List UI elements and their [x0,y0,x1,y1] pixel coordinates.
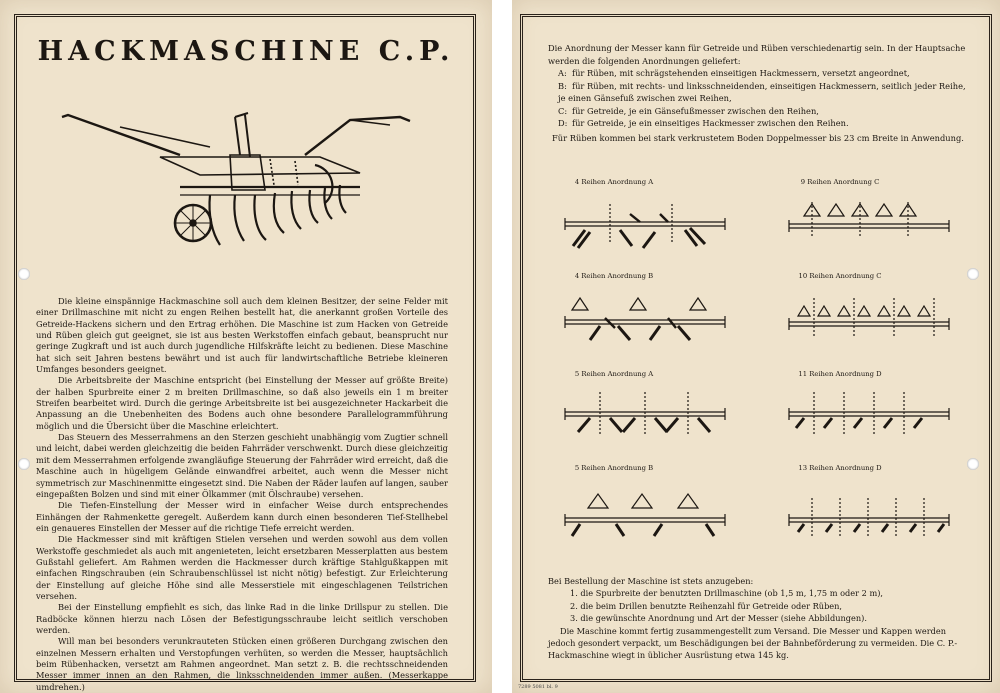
diagram-label: 4 Reihen Anordnung B [574,272,654,280]
punch-hole [967,268,979,280]
arrangement-item: B: für Rüben, mit rechts- und linksschneidenden, einseitigen Hackmessern, seitlich jeder Reihe, je einen Gänsefuß zwischen zwei Reihen, [558,80,966,103]
right-page [512,0,1000,693]
punch-hole [18,458,30,470]
paragraph: Will man bei besonders verunkrauteten Stücken einen größeren Durchgang zwischen den einzelnen Messern erhalten und Verstopfungen verhüten, so werden die Messer, hauptsächlich beim Rübenhacken, versetzt am Rahmen angeordnet. Man setzt z. B. die rechtsschneidenden Messer immer innen an den Rahmen, die linksschneidenden immer außen. (Messerkappe umdrehen.) [36,636,448,692]
diagram-4-rows-b [560,290,730,352]
diagram-label: 9 Reihen Anordnung C [800,178,880,186]
order-item: 2. die beim Drillen benutzte Reihenzahl für Getreide oder Rüben, [570,600,843,611]
description-text [36,296,448,693]
diagram-4-rows-a [560,192,730,254]
paragraph: Die kleine einspännige Hackmaschine soll auch dem kleinen Besitzer, der seine Felder mit einer Drillmaschine mit nicht zu engen Reihen bestellt hat, die anerkannt großen Vorteile des Getreide-Hackens sichern und den Ertrag erhöhen. Die Maschine ist zum Hacken von Getreide und Rüben gleich gut geeignet, sie ist aus besten Werkstoffen einfach gebaut, beansprucht nur geringe Zugkraft und ist auch durch jugendliche Hilfskräfte leicht zu bedienen. Diese Maschine hat sich seit Jahren bestens bewährt und ist auch für landwirtschaftliche Betriebe kleineren Umfanges besonders geeignet. [36,296,448,375]
diagram-label: 10 Reihen Anordnung C [798,272,882,280]
arrangement-item: A: für Rüben, mit schrägstehenden einseitigen Hackmessern, versetzt angeordnet, [558,68,910,78]
hoe-machine-illustration [60,95,430,255]
diagram-label: 5 Reihen Anordnung A [574,370,654,378]
diagram-5-rows-a [560,384,730,446]
arrangement-item: C: für Getreide, je ein Gänsefußmesser zwischen den Reihen, [558,105,819,116]
order-heading: Bei Bestellung der Maschine ist stets anzugeben: [548,576,754,586]
page-title: HACKMASCHINE C.P. [37,36,455,67]
diagram-11-rows-d [784,384,954,446]
punch-hole [18,268,30,280]
paragraph: Die Tiefen-Einstellung der Messer wird in einfacher Weise durch entsprechendes Einhängen der Rahmenkette geregelt. Außerdem kann durch einen besonderen Tief-Stellhebel ein genaueres Einstellen der Messer auf die richtige Tiefe erreicht werden. [36,500,448,533]
diagram-label: 11 Reihen Anordnung D [798,370,882,378]
double-blade-note: Für Rüben kommen bei stark verkrustetem Boden Doppelmesser bis 23 cm Breite in Anwendung. [552,132,964,143]
arrangement-item: D: für Getreide, je ein einseitiges Hackmesser zwischen den Reihen. [558,118,849,128]
diagram-label: 4 Reihen Anordnung A [574,178,654,186]
diagram-label: 5 Reihen Anordnung B [574,464,654,472]
diagram-label: 13 Reihen Anordnung D [798,464,882,472]
diagram-10-rows-c [784,290,954,352]
order-item: 1. die Spurbreite der benutzten Drillmaschine (ob 1,5 m, 1,75 m oder 2 m), [570,588,884,599]
paragraph: Die Arbeitsbreite der Maschine entspricht (bei Einstellung der Messer auf größte Breite) der halben Spurbreite einer 2 m breiten Drillmaschine, so daß also jeweils ein 1 m breiter Streifen bearbeitet wird. Durch die geringe Arbeitsbreite ist bei ausgezeichneter Hackarbeit die Anpassung an die Unebenheiten des Bodens auch ohne besondere Parallelogrammführung möglich und die Übersicht über die Maschine erleichtert. [36,375,448,431]
paragraph: Die Hackmesser sind mit kräftigen Stielen versehen und werden sowohl aus dem vollen Werkstoffe geschmiedet als auch mit angenieteten, leicht ersetzbaren Messerplatten aus bestem Gußstahl geliefert. Am Rahmen werden die Hackmesser durch kräftige Stahlgußkappen mit einfachen Ringschrauben (ein Schraubenschlüssel ist nicht nötig) befestigt. Zur Erleichterung der Einstellung auf gleiche Höhe sind alle Messerstiele mit eingeschlagenen Teilstrichen versehen. [36,534,448,601]
diagram-5-rows-b [560,478,730,540]
order-instructions [548,575,968,662]
arrangement-intro [548,42,968,144]
intro-text: Die Anordnung der Messer kann für Getreide und Rüben verschiedenartig sein. In der Hauptsache werden die folgenden Anordnungen geliefert: [548,43,966,66]
diagram-9-rows-c [784,192,954,254]
paragraph: Bei der Einstellung empfiehlt es sich, das linke Rad in die linke Drillspur zu stellen. Die Radböcke können hierzu nach Lösen der Befestigungsschraube leicht seitlich verschoben werden. [36,602,448,635]
closing-text: Die Maschine kommt fertig zusammengestellt zum Versand. Die Messer und Kappen werden jedoch gesondert verpackt, um Beschädigungen bei der Bahnbeförderung zu vermeiden. Die C. P.-Hackmaschine wiegt in üblicher Ausrüstung etwa 145 kg. [548,625,958,661]
print-mark: 7289 5081 bl. 9 [518,684,558,690]
diagram-13-rows-d [784,478,954,540]
punch-hole [967,458,979,470]
paragraph: Das Steuern des Messerrahmens an den Sterzen geschieht unabhängig vom Zugtier schnell und leicht, dabei werden gleichzeitig die beiden Fahrräder verschwenkt. Durch diese gleichzeitig mit dem Messerrahmen erfolgende zwangläufige Steuerung der Fahrräder wird erreicht, daß die Maschine auch in hügeligem Gelände einwandfrei arbeitet, auch wenn die Messer nicht symmetrisch zur Maschinenmitte eingesetzt sind. Die Naben der Räder laufen auf langen, sauber eingepaßten Bolzen und sind mit einer Ölkammer (mit Ölschraube) versehen. [36,432,448,499]
left-page [0,0,492,693]
order-item: 3. die gewünschte Anordnung und Art der Messer (siehe Abbildungen). [570,613,867,624]
